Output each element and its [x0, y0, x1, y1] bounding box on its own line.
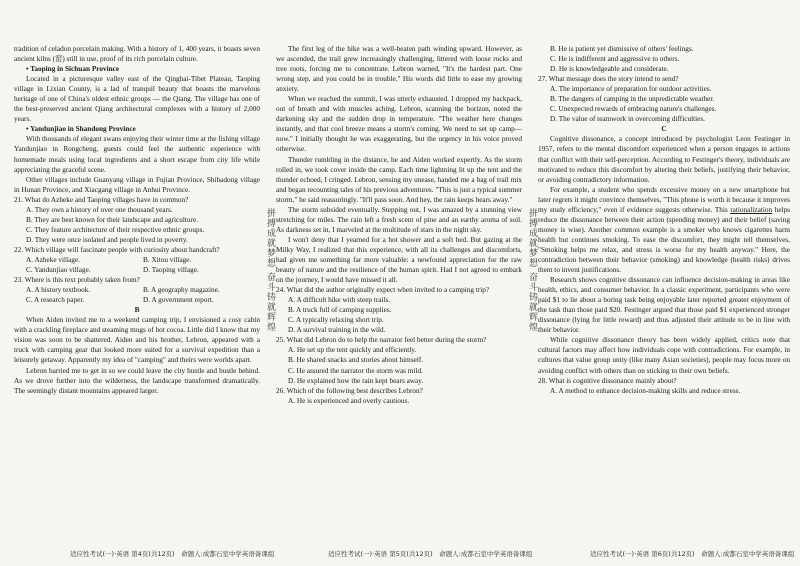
paragraph-taoping: Located in a picturesque valley east of the Qinghai-Tibet Plateau, Taoping village in Lixian County, is a lad of tranquil beauty that boasts the marvelous heritage of one of China's oldest ethnic groups — the Qiang. The village has one of the best-preserved ancient Qiang architectural complexes with a history of 2,000 years.: [14, 75, 260, 124]
q26-option-d: D. He is knowledgeable and considerate.: [550, 65, 669, 74]
q21-option-c: C. They feature architecture of their respective ethnic groups.: [26, 225, 205, 234]
q26-option-a: A. He is experienced and overly cautious.: [288, 396, 410, 405]
q21-option-b: B. They are best known for their landscape and agriculture.: [26, 215, 198, 224]
margin-slogan-left: 拼搏成就梦想 奋斗铸就辉煌: [265, 208, 275, 332]
passage-c-paragraph-4: While cognitive dissonance theory has been widely applied, critics note that cultural factors may affect how individuals cope with contradictions. For example, in cultures that value group unity (like many Asian societies), people may focus more on avoiding conflict with others than on sticking to their own beliefs.: [538, 336, 790, 375]
section-letter-c: C: [661, 125, 667, 134]
q22-option-d: D. Taoping village.: [143, 266, 199, 275]
q21-option-a: A. They own a history of over one thousand years.: [26, 205, 173, 214]
passage-c-paragraph-3: Research shows cognitive dissonance can influence decision-making in areas like health, ethics, and consumer behavior. In a classic experiment, participants who were paid $1 to lie about a boring task being enjoyable later reported greater enjoyment of the task than those paid $20. Festinger argued that those paid $1 experienced stronger dissonance (lying for little reward) and thus adjusted their attitude to be in line with their behavior.: [538, 276, 790, 335]
q23-option-b: B. A geography magazine.: [143, 286, 220, 295]
q23-option-a: A. A history textbook.: [26, 286, 91, 295]
passage-b-paragraph-6: The storm subsided eventually. Stepping out, I was amazed by a stunning view stretching for miles. The rain left a fresh scent of pine and an earthy aroma of soil. As darkness set in, I marveled at the multitude of stars in the night sky.: [276, 205, 522, 234]
passage-b-paragraph-2: Lebron barried me to get in so we could leave the city hustle and bustle behind. As we drove further into the wilderness, the landscape transformed dramatically. The seemingly distant mountains appeared larger.: [14, 366, 260, 395]
q22-option-c: C. Yandunjiao village.: [26, 266, 91, 275]
column-right: [538, 44, 790, 544]
question-22: 22. Which village will fascinate people with curiosity about handcraft?: [14, 245, 220, 254]
q22-options-row2: [14, 265, 260, 275]
passage-b-paragraph-7: I won't deny that I yearned for a hot shower and a soft bed. But gazing at the Milky Way, I realized that this experience, with all its challenges and discomforts, had given me something far more valuable: a newfound appreciation for the raw beauty of nature and the resilience of the human spirit. Had I not agreed to embark on the journey, I would have missed it all.: [276, 235, 522, 285]
q23-options-row2: [14, 295, 260, 305]
q24-option-d: D. A survival training in the wild.: [288, 326, 386, 335]
question-27: 27. What message does the story intend to send?: [538, 75, 679, 84]
q26-option-c: C. He is indifferent and aggressive to others.: [550, 55, 680, 64]
footer-page-6: 适应性考试(一)·英语 第6页(共12页) 命题人:成都石室中学英语备课组: [590, 550, 795, 558]
question-24: 24. What did the author originally expect when invited to a camping trip?: [276, 286, 490, 295]
question-25: 25. What did Lebron do to help the narrator feel better during the storm?: [276, 336, 487, 345]
q25-option-c: C. He assured the narrator the storm was mild.: [288, 366, 423, 375]
passage-c-p2-before: For example, a student who spends excessive money on a new smartphone but later regrets it might convince themselves, "This phone is worth it because it improves my study efficiency," even if evidence suggests otherwise. This: [538, 185, 790, 214]
heading-taoping: • Taoping in Sichuan Province: [26, 65, 120, 74]
footer-page-4: 适应性考试(一)·英语 第4页(共12页) 命题人:成都石室中学英语备课组: [70, 550, 275, 558]
passage-b-paragraph-3: The first leg of the hike was a well-beaten path winding upward. However, as we ascended, the trail grew increasingly challenging, littered with loose rocks and tree roots, forcing me to concentrate. Lebron warned, "It's the hardest part. One wrong step, and you could be in trouble." His words did little to ease my growing anxiety.: [276, 45, 522, 94]
passage-a-intro: tradition of celadon porcelain making. With a history of 1, 400 years, it boasts seven ancient kilns (窑) still in use, proof of its rich porcelain culture.: [14, 45, 260, 64]
margin-slogan-right: 拼搏成就梦想 奋斗铸就辉煌: [527, 208, 537, 332]
q25-option-d: D. He explained how the rain kept bears away.: [288, 376, 424, 385]
q27-option-a: A. The importance of preparation for outdoor activities.: [550, 85, 712, 94]
q24-option-a: A. A difficult hike with steep trails.: [288, 296, 391, 305]
paragraph-other-villages: Other villages include Guanyang village in Fujian Province, Shibadong village in Hunan Province, and Xiacgang village in Anhui Province.: [14, 175, 260, 194]
q27-option-c: C. Unexpected rewards of embracing nature's challenges.: [550, 105, 717, 114]
q27-option-b: B. The dangers of camping in the unpredictable weather.: [550, 95, 715, 104]
column-middle: [276, 44, 522, 544]
footer-page-5: 适应性考试(一)·英语 第5页(共12页) 命题人:成都石室中学英语备课组: [328, 550, 533, 558]
q21-option-d: D. They were once isolated and people lived in poverty.: [26, 235, 188, 244]
q28-option-a: A. A method to enhance decision-making skills and reduce stress.: [550, 386, 741, 395]
q22-options-row1: [14, 255, 260, 265]
passage-c-paragraph-1: Cognitive dissonance, a concept introduced by psychologist Leon Festinger in 1957, refers to the mental discomfort experienced when a person engages in actions that conflict with their self-perception. According to Festinger's theory, individuals are motivated to reduce this discomfort by altering their beliefs, justifying their behavior, or avoiding contradictory information.: [538, 135, 790, 184]
q27-option-d: D. The value of teamwork in overcoming difficulties.: [550, 115, 705, 124]
paragraph-yandunjiao: With thousands of elegant swans enjoying their winter time at the fishing village Yandunjiao in Rongcheng, guests could feel the authentic experience with homemade meals using local ingredients and a short escape from city life while appreciating the graceful scene.: [14, 135, 260, 174]
passage-b-paragraph-4: When we reached the summit, I was utterly exhausted. I dropped my backpack, out of breath and with muscles aching. Lebron, scanning the horizon, noted the darkening sky and the sudden drop in temperature. "The weather here changes instantly, and that cool breeze means a storm's coming. We need to set up camp—now." I initially thought he was exaggerating, but the urgency in his voice proved otherwise.: [276, 95, 522, 154]
q25-option-a: A. He set up the tent quickly and efficiently.: [288, 346, 417, 355]
passage-b-paragraph-5: Thunder rumbling in the distance, he and Aiden worked expertly. As the storm rolled in, we took cover inside the camp. Each time lightning lit up the tent and the thunder echoed, I cringed. Lebron, sensing my unease, handed me a bag of trail mix and began recounting tales of his previous adventures. "This is just a typical summer storm," he said reassuringly. "It'll pass soon. And hey, the rain keeps bears away.": [276, 155, 522, 204]
q22-option-a: A. Azheke village.: [26, 255, 80, 264]
q23-option-d: D. A government report.: [143, 296, 214, 305]
passage-c-paragraph-2: [538, 185, 790, 275]
column-left: [14, 44, 260, 544]
question-26: 26. Which of the following best describes Lebron?: [276, 386, 423, 395]
q23-option-c: C. A research paper.: [26, 296, 85, 305]
question-28: 28. What is cognitive dissonance mainly about?: [538, 376, 677, 385]
passage-b-paragraph-1: When Aiden invited me to a weekend camping trip, I envisioned a cosy cabin with a crackling fireplace and steaming mugs of hot cocoa. Little did I know that my vision was soon to be shattered. Aiden and his brother, Lebron, appeared with a truck with camping gear that looked more suited for a survival expedition than a leisurely getaway. Apparently my idea of "camping" and theirs were worlds apart.: [14, 316, 260, 365]
passage-c-p2-after: helps reduce the dissonance between their action (spending money) and their belief (saving money is wise). Another common example is a smoker who knows cigarettes harm health but continues smoking. To ease the discomfort, they might tell themselves, "Smoking helps me relax, and stress is worse for my health anyway." Here, the contradiction between their behavior (smoking) and knowledge (health risks) drives them to invent justifications.: [538, 205, 790, 275]
q25-option-b: B. He shared snacks and stories about himself.: [288, 356, 424, 365]
q26-option-b: B. He is patient yet dismissive of others' feelings.: [550, 45, 694, 53]
section-letter-b: B: [134, 306, 140, 315]
heading-yandunjiao: • Yandunjiao in Shandong Province: [26, 125, 136, 134]
q23-options-row1: [14, 285, 260, 295]
q24-option-b: B. A truck full of camping supplies.: [288, 306, 392, 315]
underlined-word-rationalization: rationalization: [730, 205, 773, 214]
q22-option-b: B. Xitou village.: [143, 255, 192, 264]
question-23: 23. Where is this text probably taken from?: [14, 276, 140, 285]
q24-option-c: C. A typically relaxing short trip.: [288, 316, 384, 325]
question-21: 21. What do Azheke and Taoping villages have in common?: [14, 195, 189, 204]
